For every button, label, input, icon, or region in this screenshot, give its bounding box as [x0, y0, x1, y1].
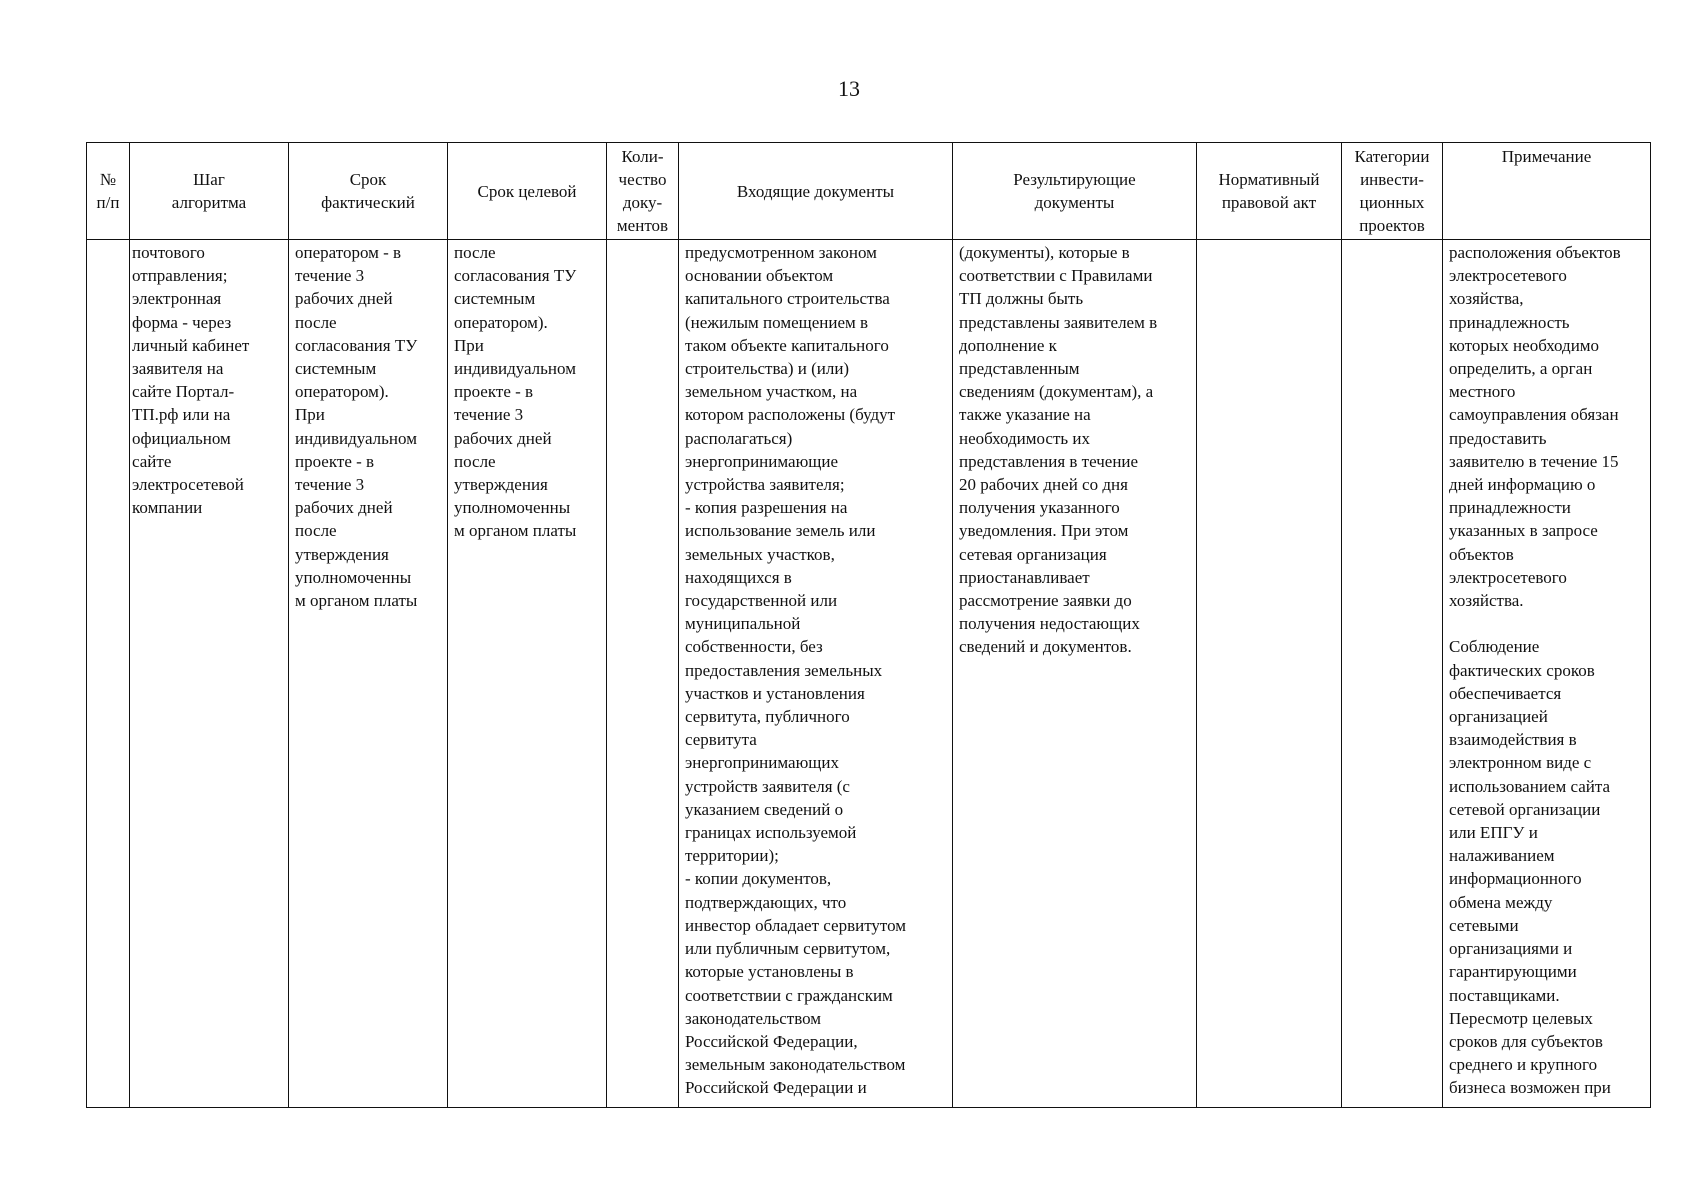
cell-num [87, 240, 130, 1108]
cell-step: почтового отправления; электронная форма - через личный кабинет заявителя на сайте Портал- ТП.рф или на официальном сайте электросетевой компании [130, 240, 289, 1108]
header-incoming-docs: Входящие документы [679, 143, 953, 240]
cell-legal-act [1197, 240, 1342, 1108]
cell-actual-term: оператором - в течение 3 рабочих дней после согласования ТУ системным оператором). При индивидуальном проекте - в течение 3 рабочих дней после утверждения уполномоченны м органом платы [289, 240, 448, 1108]
header-legal-act: Нормативный правовой акт [1197, 143, 1342, 240]
page-number: 13 [838, 76, 860, 101]
cell-incoming-docs: предусмотренном законом основании объектом капитального строительства (нежилым помещением в таком объекте капитального строительства) и (или) земельном участком, на котором расположены (будут располагаться) энергопринимающие устройства заявителя; - копия разрешения на использование земель или земельных участков, находящихся в государственной или муниципальной собственности, без предоставления земельных участков и установления сервитута, публичного сервитута энергопринимающих устройств заявителя (с указанием сведений о границах используемой территории); - копии документов, подтверждающих, что инвестор обладает сервитутом или публичным сервитутом, которые установлены в соответствии с гражданским законодательством Российской Федерации, земельным законодательством Российской Федерации и [679, 240, 953, 1108]
cell-doc-count [607, 240, 679, 1108]
header-target-term: Срок целевой [448, 143, 607, 240]
cell-note: расположения объектов электросетевого хозяйства, принадлежность которых необходимо определить, а орган местного самоуправления обязан предоставить заявителю в течение 15 дней информацию о принадлежности указанных в запросе объектов электросетевого хозяйства. Соблюдение фактических сроков обеспечивается организацией взаимодействия в электронном виде с использованием сайта сетевой организации или ЕПГУ и налаживанием информационного обмена между сетевыми организациями и гарантирующими поставщиками. Пересмотр целевых сроков для субъектов среднего и крупного бизнеса возможен при [1443, 240, 1651, 1108]
header-step: Шаг алгоритма [130, 143, 289, 240]
header-doc-count: Коли- чество доку- ментов [607, 143, 679, 240]
header-invest-categories: Категории инвести- ционных проектов [1342, 143, 1443, 240]
cell-target-term: после согласования ТУ системным оператором). При индивидуальном проекте - в течение 3 рабочих дней после утверждения уполномоченны м органом платы [448, 240, 607, 1108]
table-header-row [87, 143, 1651, 240]
header-num: № п/п [87, 143, 130, 240]
header-actual-term: Срок фактический [289, 143, 448, 240]
table-row [87, 240, 1651, 1108]
algorithm-table [86, 142, 1651, 1108]
header-result-docs: Результирующие документы [953, 143, 1197, 240]
cell-invest-categories [1342, 240, 1443, 1108]
cell-result-docs: (документы), которые в соответствии с Правилами ТП должны быть представлены заявителем в дополнение к представленным сведениям (документам), а также указание на необходимость их представления в течение 20 рабочих дней со дня получения указанного уведомления. При этом сетевая организация приостанавливает рассмотрение заявки до получения недостающих сведений и документов. [953, 240, 1197, 1108]
header-note: Примечание [1443, 143, 1651, 240]
